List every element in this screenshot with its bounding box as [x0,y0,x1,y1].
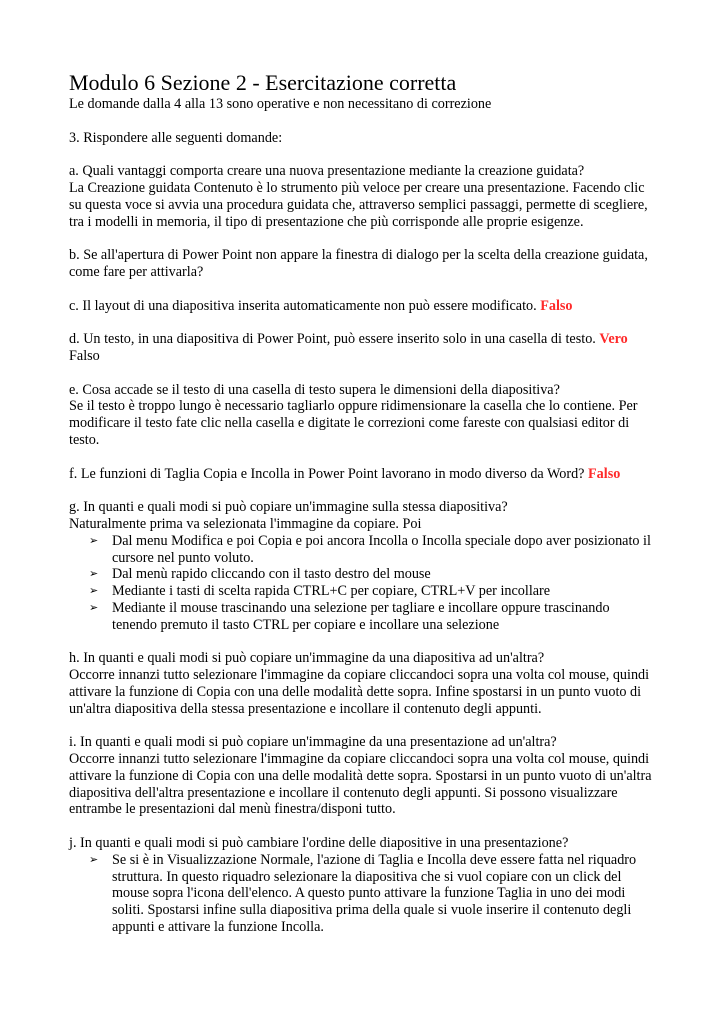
arrow-bullet-icon: ➢ [89,584,99,598]
question-c-text: c. Il layout di una diapositiva inserita automaticamente non può essere modificato. [69,297,537,314]
question-a: a. Quali vantaggi comporta creare una nuova presentazione mediante la creazione guidata? [69,163,585,180]
arrow-bullet-icon: ➢ [89,600,99,614]
question-i: i. In quanti e quali modi si può copiare un'immagine da una presentazione ad un'altra? [69,734,557,751]
answer-e: Se il testo è troppo lungo è necessario tagliarlo oppure ridimensionare la casella che lo contiene. Per modificare il testo fate clic nella casella e digitate le correzioni come fareste con qualsiasi editor di testo. [69,398,638,448]
question-d-text: d. Un testo, in una diapositiva di Power Point, può essere inserito solo in una casella di testo. [69,331,596,348]
answer-d: Vero [599,331,628,348]
question-e: e. Cosa accade se il testo di una casella di testo supera le dimensioni della diapositiva? [69,381,560,398]
arrow-bullet-icon: ➢ [89,533,99,547]
question-h: h. In quanti e quali modi si può copiare un'immagine da una diapositiva ad un'altra? [69,650,545,667]
subtitle: Le domande dalla 4 alla 13 sono operative e non necessitano di correzione [69,96,492,112]
section-heading: 3. Rispondere alle seguenti domande: [69,129,283,146]
answer-a: La Creazione guidata Contenuto è lo strumento più veloce per creare una presentazione. Facendo clic su questa voce si avvia una procedura guidata che, attraverso semplici passaggi, permette di scegliere, tra i modelli in memoria, il tipo di presentazione che più corrisponde alle proprie esigenze. [69,179,648,230]
answer-h: Occorre innanzi tutto selezionare l'immagine da copiare cliccandoci sopra una volta col mouse, quindi attivare la funzione di Copia con una delle modalità dette sopra. Infine spostarsi in un punto vuoto di un'altra diapositiva della stessa presentazione e incollare il contenuto degli appunti. [69,667,650,717]
list-item: ➢ Dal menù rapido cliccando con il tasto destro del mouse [89,566,431,583]
answer-j-list [69,852,657,936]
page-title: Modulo 6 Sezione 2 - Esercitazione corretta [69,70,457,95]
question-g: g. In quanti e quali modi si può copiare un'immagine sulla stessa diapositiva? [69,499,508,516]
arrow-bullet-icon: ➢ [89,567,99,581]
document-page [69,70,657,936]
question-f [69,466,657,483]
answer-g-intro: Naturalmente prima va selezionata l'immagine da copiare. Poi [69,515,422,532]
answer-i: Occorre innanzi tutto selezionare l'immagine da copiare cliccandoci sopra una volta col mouse, quindi attivare la funzione di Copia con una delle modalità dette sopra. Spostarsi in un punto vuoto di un'altra diapositiva dell'altra presentazione e incollare il contenuto degli appunti. Si possono visualizzare entrambe le presentazioni dal menù finestra/disponi tutto. [69,751,652,818]
list-item: ➢ Se si è in Visualizzazione Normale, l'azione di Taglia e Incolla deve essere fatta nel riquadro struttura. In questo riquadro selezionare la diapositiva che si vuol copiare con un click del mouse sopra l'icona dell'elenco. A questo punto attivare la funzione Taglia in uno dei modi soliti. Spostarsi infine sulla diapositiva prima della quale si vuole inserire il contenuto degli appunti e attivare la funzione Incolla. [89,851,637,936]
answer-f: Falso [588,465,621,482]
answer-d-alt: Falso [69,347,100,364]
question-f-text: f. Le funzioni di Taglia Copia e Incolla in Power Point lavorano in modo diverso da Word? [69,465,585,482]
question-j: j. In quanti e quali modi si può cambiare l'ordine delle diapositive in una presentazione? [69,835,569,852]
question-b: b. Se all'apertura di Power Point non appare la finestra di dialogo per la scelta della creazione guidata, come fare per attivarla? [69,247,648,280]
question-c [69,298,657,315]
answer-c: Falso [540,297,573,314]
answer-g-list [69,533,657,634]
list-item: ➢ Mediante il mouse trascinando una selezione per tagliare e incollare oppure trascinando tenendo premuto il tasto CTRL per copiare e incollare una selezione [89,599,610,633]
list-item: ➢ Mediante i tasti di scelta rapida CTRL+C per copiare, CTRL+V per incollare [89,583,551,600]
question-d [69,331,657,348]
arrow-bullet-icon: ➢ [89,852,99,866]
list-item: ➢ Dal menu Modifica e poi Copia e poi ancora Incolla o Incolla speciale dopo aver posizionato il cursore nel punto voluto. [89,532,651,566]
